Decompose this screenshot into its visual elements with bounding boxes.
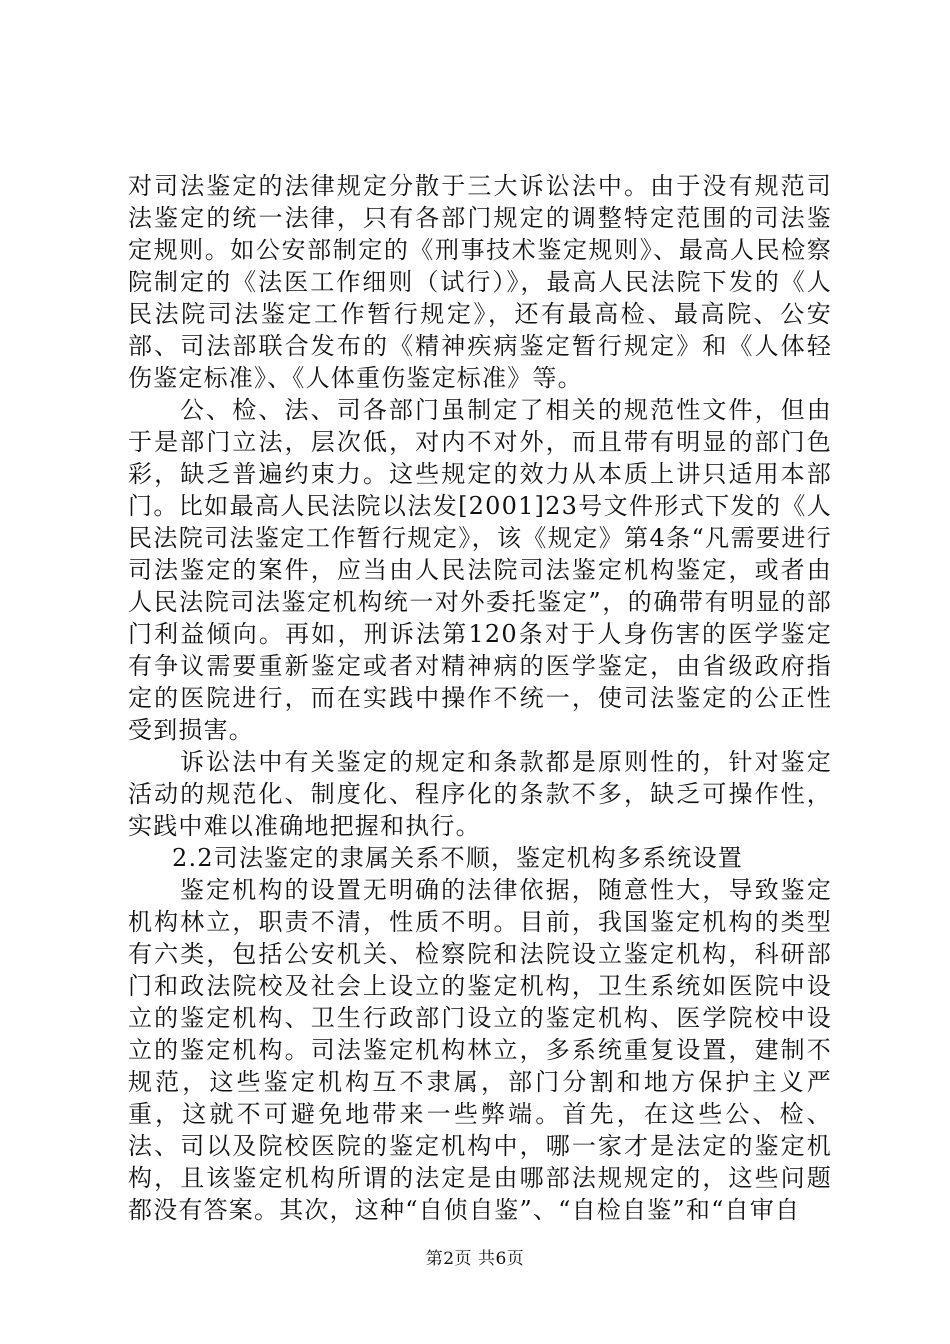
paragraph-procedural-law: 诉讼法中有关鉴定的规定和条款都是原则性的，针对鉴定活动的规范化、制度化、程序化的条款不多，缺乏可操作性，实践中难以准确地把握和执行。 — [128, 748, 832, 840]
paragraph-department-legislation: 公、检、法、司各部门虽制定了相关的规范性文件，但由于是部门立法，层次低，对内不对外，而且带有明显的部门色彩，缺乏普遍约束力。这些规定的效力从本质上讲只适用本部门。比如最高人民法院以法发[2001]23号文件形式下发的《人民法院司法鉴定工作暂行规定》，该《规定》第4条“凡需要进行司法鉴定的案件，应当由人民法院司法鉴定机构鉴定，或者由人民法院司法鉴定机构统一对外委托鉴定”，的确带有明显的部门利益倾向。再如，刑诉法第120条对于人身伤害的医学鉴定有争议需要重新鉴定或者对精神病的医学鉴定，由省级政府指定的医院进行，而在实践中操作不统一，使司法鉴定的公正性受到损害。 — [128, 396, 832, 744]
document-body — [128, 170, 832, 1226]
section-heading-2-2: 2.2司法鉴定的隶属关系不顺，鉴定机构多系统设置 — [172, 844, 743, 872]
paragraph-legal-provisions: 对司法鉴定的法律规定分散于三大诉讼法中。由于没有规范司法鉴定的统一法律，只有各部门规定的调整特定范围的司法鉴定规则。如公安部制定的《刑事技术鉴定规则》、最高人民检察院制定的《法医工作细则（试行）》，最高人民法院下发的《人民法院司法鉴定工作暂行规定》，还有最高检、最高院、公安部、司法部联合发布的《精神疾病鉴定暂行规定》和《人体轻伤鉴定标准》、《人体重伤鉴定标准》等。 — [128, 172, 832, 392]
paragraph-institution-setup: 鉴定机构的设置无明确的法律依据，随意性大，导致鉴定机构林立，职责不清，性质不明。目前，我国鉴定机构的类型有六类，包括公安机关、检察院和法院设立鉴定机构，科研部门和政法院校及社会上设立的鉴定机构，卫生系统如医院中设立的鉴定机构、卫生行政部门设立的鉴定机构、医学院校中设立的鉴定机构。司法鉴定机构林立，多系统重复设置，建制不规范，这些鉴定机构互不隶属，部门分割和地方保护主义严重，这就不可避免地带来一些弊端。首先，在这些公、检、法、司以及院校医院的鉴定机构中，哪一家才是法定的鉴定机构，且该鉴定机构所谓的法定是由哪部法规规定的，这些问题都没有答案。其次，这种“自侦自鉴”、“自检自鉴”和“自审自 — [128, 876, 832, 1224]
page-number-footer: 第2页 共6页 — [425, 1249, 525, 1269]
